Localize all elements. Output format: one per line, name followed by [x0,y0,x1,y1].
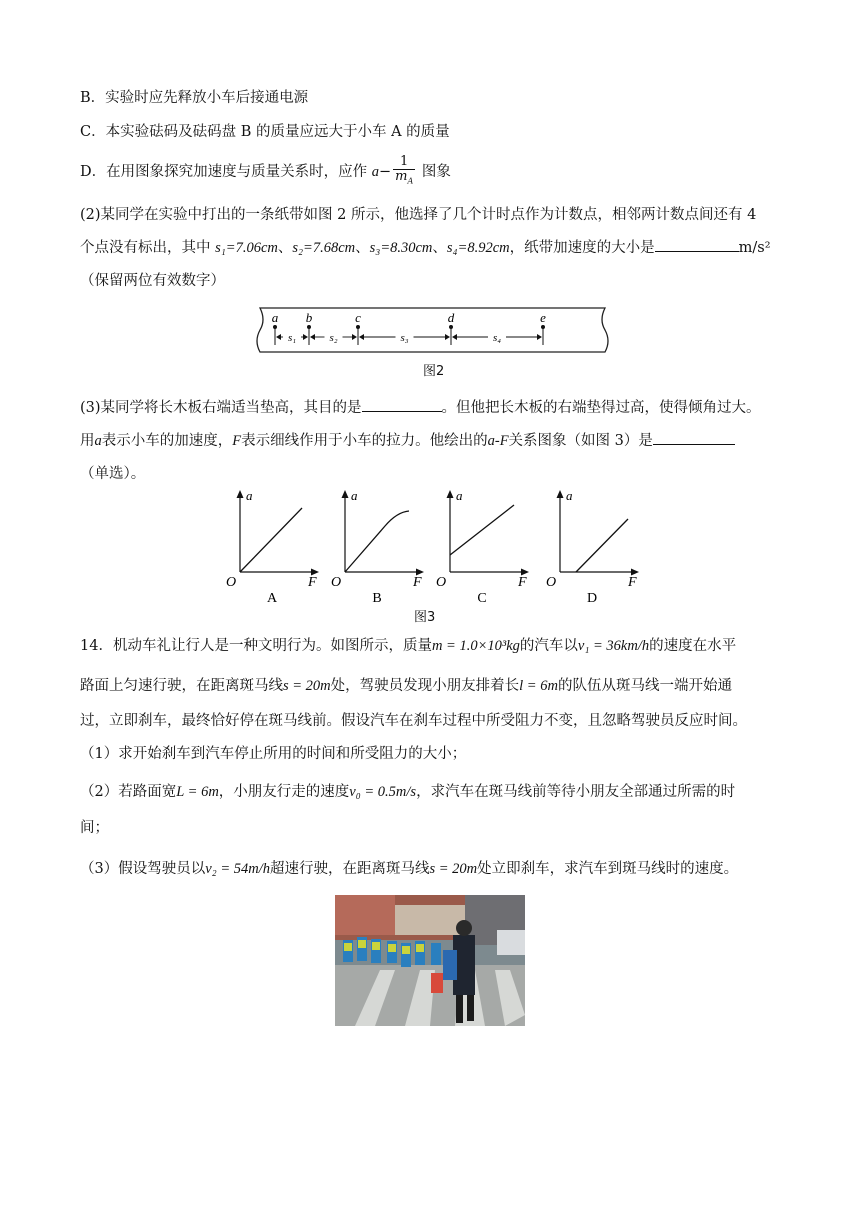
figure-3-caption: 图3 [414,610,436,625]
graph-C [436,488,529,606]
part2-line2: 个点没有标出，其中 s₁=7.06cm、s₂=7.68cm、s₃=8.30cm、s₄=8.92cm，纸带加速度的大小是 m/s² [80,237,771,259]
option-d-fraction [393,155,415,189]
part2-line3: （保留两位有效数字） [80,273,225,289]
origin-label: O [226,575,237,590]
segment-label: s₄ [492,332,502,344]
answer-blank-purpose[interactable] [362,397,442,412]
graph-option-label: A [266,591,278,606]
tape-point-label: c [355,310,361,325]
arrow-up-icon [342,490,349,498]
part3-line3: （单选）。 [80,466,146,482]
origin-label: O [546,575,557,590]
fraction-denominator: $m_A$ [393,169,415,189]
tape-point-label: a [271,310,279,325]
q14-sub3: （3）假设驾驶员以v₂ = 54m/h超速行驶，在距离斑马线s = 20m处立即刹车，求汽车到斑马线时的速度。 [80,861,739,877]
s4-value: s₄=8.92cm [446,240,510,256]
axis-label-y: a [246,488,253,503]
graph-curve [576,519,628,572]
option-d-minus: − [378,163,392,180]
q14-line3: 过，立即刹车，最终恰好停在斑马线前。假设汽车在刹车过程中所受阻力不变，且忽略驾驶员反应时间。 [80,713,747,729]
option-d [80,155,451,189]
tape-point-label: b [305,310,313,325]
segment-label: s₂ [329,332,338,344]
graph-B [331,488,424,606]
arrow-head-icon [537,334,542,340]
part3-line2: 用a表示小车的加速度，F表示细线作用于小车的拉力。他绘出的a-F关系图象（如图 3）是 [80,430,735,452]
graph-curve [345,511,409,572]
axis-label-y: a [566,488,573,503]
graph-A [226,488,319,606]
option-d-a: a [371,163,379,180]
figure-2-caption: 图2 [423,364,445,379]
q14-sub2: （2）若路面宽L = 6m，小朋友行走的速度v₀ = 0.5m/s，求汽车在斑马线前等待小朋友全部通过所需的时 [80,784,736,800]
q14-sub2-line2: 间； [80,820,109,836]
option-c: C．本实验砝码及砝码盘 B 的质量应远大于小车 A 的质量 [80,124,450,140]
option-b: B．实验时应先释放小车后接通电源 [80,90,309,106]
answer-blank-acceleration[interactable] [655,237,739,252]
arrow-up-icon [557,490,564,498]
figure-2-tape [250,300,615,360]
origin-label: O [436,575,447,590]
arrow-head-icon [276,334,281,340]
arrow-head-icon [359,334,364,340]
tape-point-label: d [447,310,455,325]
segment-label: s₃ [400,332,409,344]
arrow-head-icon [452,334,457,340]
figure-3-graphs [222,484,642,606]
q14-line1: 14．机动车礼让行人是一种文明行为。如图所示，质量m = 1.0×10³kg的汽车以v₁ = 36km/h的速度在水平 [80,638,737,654]
unit: m/s² [738,240,771,256]
part3-line1: (3)某同学将长木板右端适当垫高，其目的是 。但他把长木板的右端垫得过高，使得倾角过大。 [80,397,761,419]
option-d-post: 图象 [421,163,451,180]
axis-label-x: F [628,575,637,590]
graph-option-label: D [586,591,598,606]
fraction-numerator: 1 [400,154,409,169]
axis-label-x: F [308,575,317,590]
s3-value: s₃=8.30cm [369,240,433,256]
arrow-head-icon [445,334,450,340]
s1-value: s₁=7.06cm [215,240,278,256]
q14-sub1: （1）求开始刹车到汽车停止所用的时间和所受阻力的大小； [80,746,467,762]
option-d-text: D．在用图象探究加速度与质量关系时，应作 [80,163,368,180]
axis-label-y: a [456,488,463,503]
graph-option-label: B [372,591,382,606]
graph-option-label: C [477,591,487,606]
axis-label-x: F [413,575,422,590]
part2-line1: (2)某同学在实验中打出的一条纸带如图 2 所示，他选择了几个计时点作为计数点，相邻两计数点间还有 4 [80,207,757,223]
graph-curve [450,505,514,555]
arrow-up-icon [447,490,454,498]
graph-D [546,488,639,606]
tape-point-label: e [540,310,546,325]
s2-value: s₂=7.68cm [292,240,356,256]
arrow-head-icon [303,334,308,340]
origin-label: O [331,575,342,590]
answer-blank-graph[interactable] [653,430,735,445]
arrow-head-icon [352,334,357,340]
arrow-head-icon [310,334,315,340]
crosswalk-photo [335,895,525,1026]
axis-label-y: a [351,488,358,503]
segment-label: s₁ [287,332,297,344]
q14-line2: 路面上匀速行驶，在距离斑马线s = 20m处，驾驶员发现小朋友排着长l = 6m的队伍从斑马线一端开始通 [80,678,732,694]
arrow-up-icon [237,490,244,498]
axis-label-x: F [518,575,527,590]
graph-curve [240,508,302,572]
